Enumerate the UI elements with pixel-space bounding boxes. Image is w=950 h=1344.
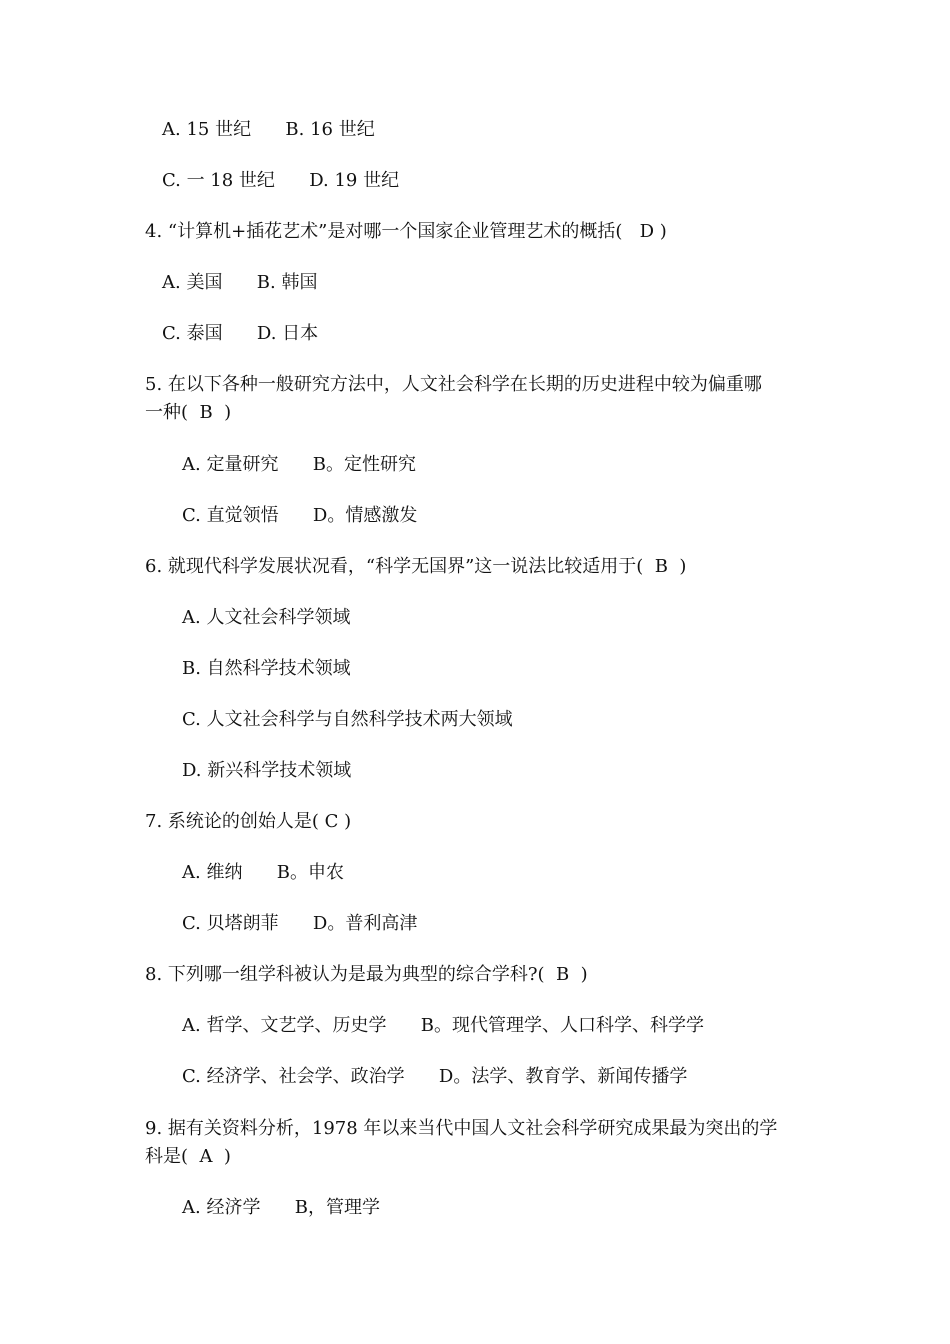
q6-option-a: A. 人文社会科学领域 [182, 607, 351, 628]
q8-options-ab: A. 哲学、文艺学、历史学 B。现代管理学、人口科学、科学学 [182, 1015, 704, 1036]
question-9-line-1: 9. 据有关资料分析，1978 年以来当代中国人文社会科学研究成果最为突出的学 [145, 1118, 778, 1139]
q3-options-cd: C. 一 18 世纪 D. 19 世纪 [162, 170, 400, 191]
q5-options-ab: A. 定量研究 B。定性研究 [182, 454, 416, 475]
q8-options-cd: C. 经济学、社会学、政治学 D。法学、教育学、新闻传播学 [182, 1066, 688, 1087]
question-5-line-2: 一种( B ) [145, 402, 232, 423]
q6-option-d: D. 新兴科学技术领域 [182, 760, 352, 781]
question-6: 6. 就现代科学发展状况看，“科学无国界”这一说法比较适用于( B ) [145, 556, 687, 577]
q6-option-c: C. 人文社会科学与自然科学技术两大领域 [182, 709, 513, 730]
question-4: 4. “计算机+插花艺术”是对哪一个国家企业管理艺术的概括( D ) [145, 221, 667, 242]
q5-options-cd: C. 直觉领悟 D。情感激发 [182, 505, 418, 526]
q6-option-b: B. 自然科学技术领域 [182, 658, 351, 679]
q3-options-ab: A. 15 世纪 B. 16 世纪 [162, 119, 375, 140]
q9-options-ab: A. 经济学 B，管理学 [182, 1197, 380, 1218]
question-7: 7. 系统论的创始人是( C ) [145, 811, 352, 832]
q4-options-cd: C. 泰国 D. 日本 [162, 323, 319, 344]
q7-options-ab: A. 维纳 B。申农 [182, 862, 344, 883]
q4-options-ab: A. 美国 B. 韩国 [162, 272, 318, 293]
question-5-line-1: 5. 在以下各种一般研究方法中，人文社会科学在长期的历史进程中较为偏重哪 [145, 374, 762, 395]
question-8: 8. 下列哪一组学科被认为是最为典型的综合学科?( B ) [145, 964, 588, 985]
q7-options-cd: C. 贝塔朗菲 D。普利高津 [182, 913, 418, 934]
question-9-line-2: 科是( A ) [145, 1146, 231, 1167]
